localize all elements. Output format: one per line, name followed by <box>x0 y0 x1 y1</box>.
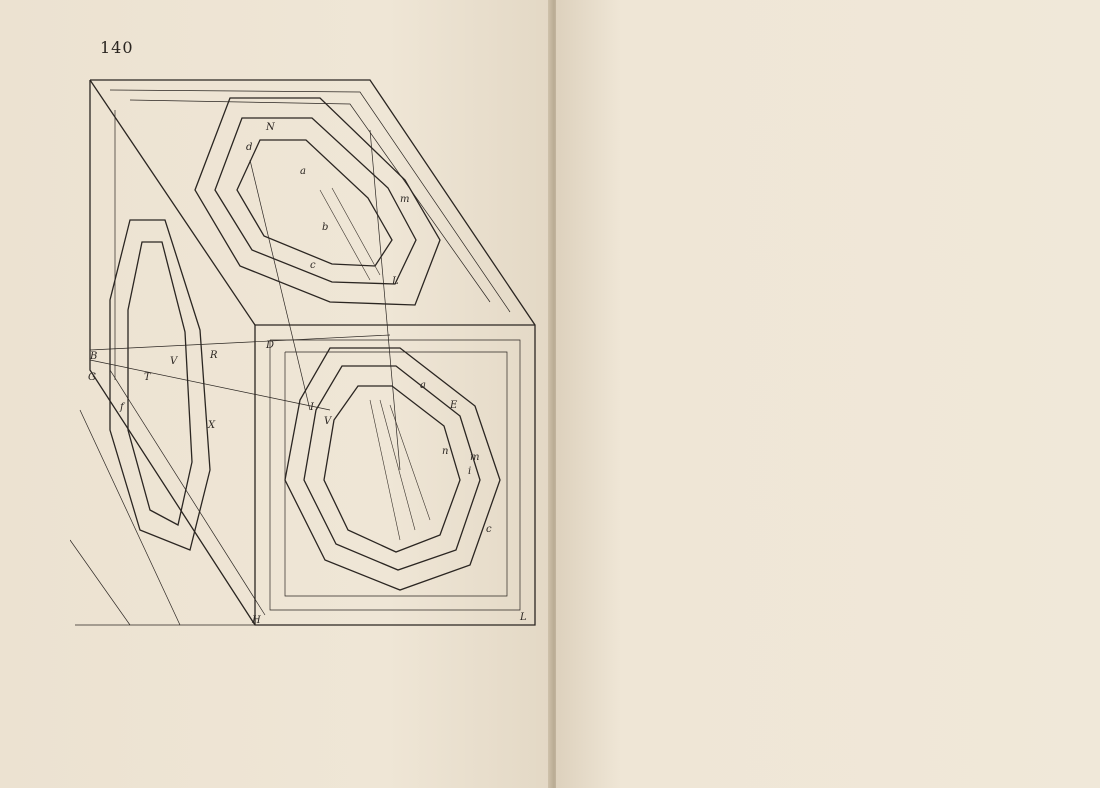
svg-text:b: b <box>322 222 329 233</box>
right-page <box>556 0 1100 788</box>
svg-text:L: L <box>520 612 527 623</box>
left-figure-octagon-rings-in-cube <box>70 70 545 640</box>
svg-text:R: R <box>210 350 218 361</box>
svg-text:m: m <box>470 452 480 463</box>
svg-text:B: B <box>90 351 98 362</box>
svg-text:G: G <box>88 372 96 383</box>
svg-text:c: c <box>486 524 492 535</box>
page-number-left: 140 <box>100 38 134 57</box>
svg-text:L: L <box>392 276 399 287</box>
svg-text:N: N <box>266 122 275 133</box>
svg-text:X: X <box>208 420 216 431</box>
svg-text:d: d <box>246 142 253 153</box>
svg-text:f: f <box>120 402 124 413</box>
svg-text:H: H <box>252 615 261 626</box>
svg-text:T: T <box>144 372 151 383</box>
svg-text:V: V <box>170 356 178 367</box>
svg-text:n: n <box>442 446 449 457</box>
svg-text:c: c <box>310 260 316 271</box>
svg-text:a: a <box>300 166 306 177</box>
svg-text:I: I <box>310 402 314 413</box>
svg-text:E: E <box>450 400 458 411</box>
svg-text:i: i <box>468 466 472 477</box>
svg-text:V: V <box>324 416 332 427</box>
svg-text:a: a <box>420 380 426 391</box>
svg-text:m: m <box>400 194 410 205</box>
svg-text:D: D <box>266 340 275 351</box>
